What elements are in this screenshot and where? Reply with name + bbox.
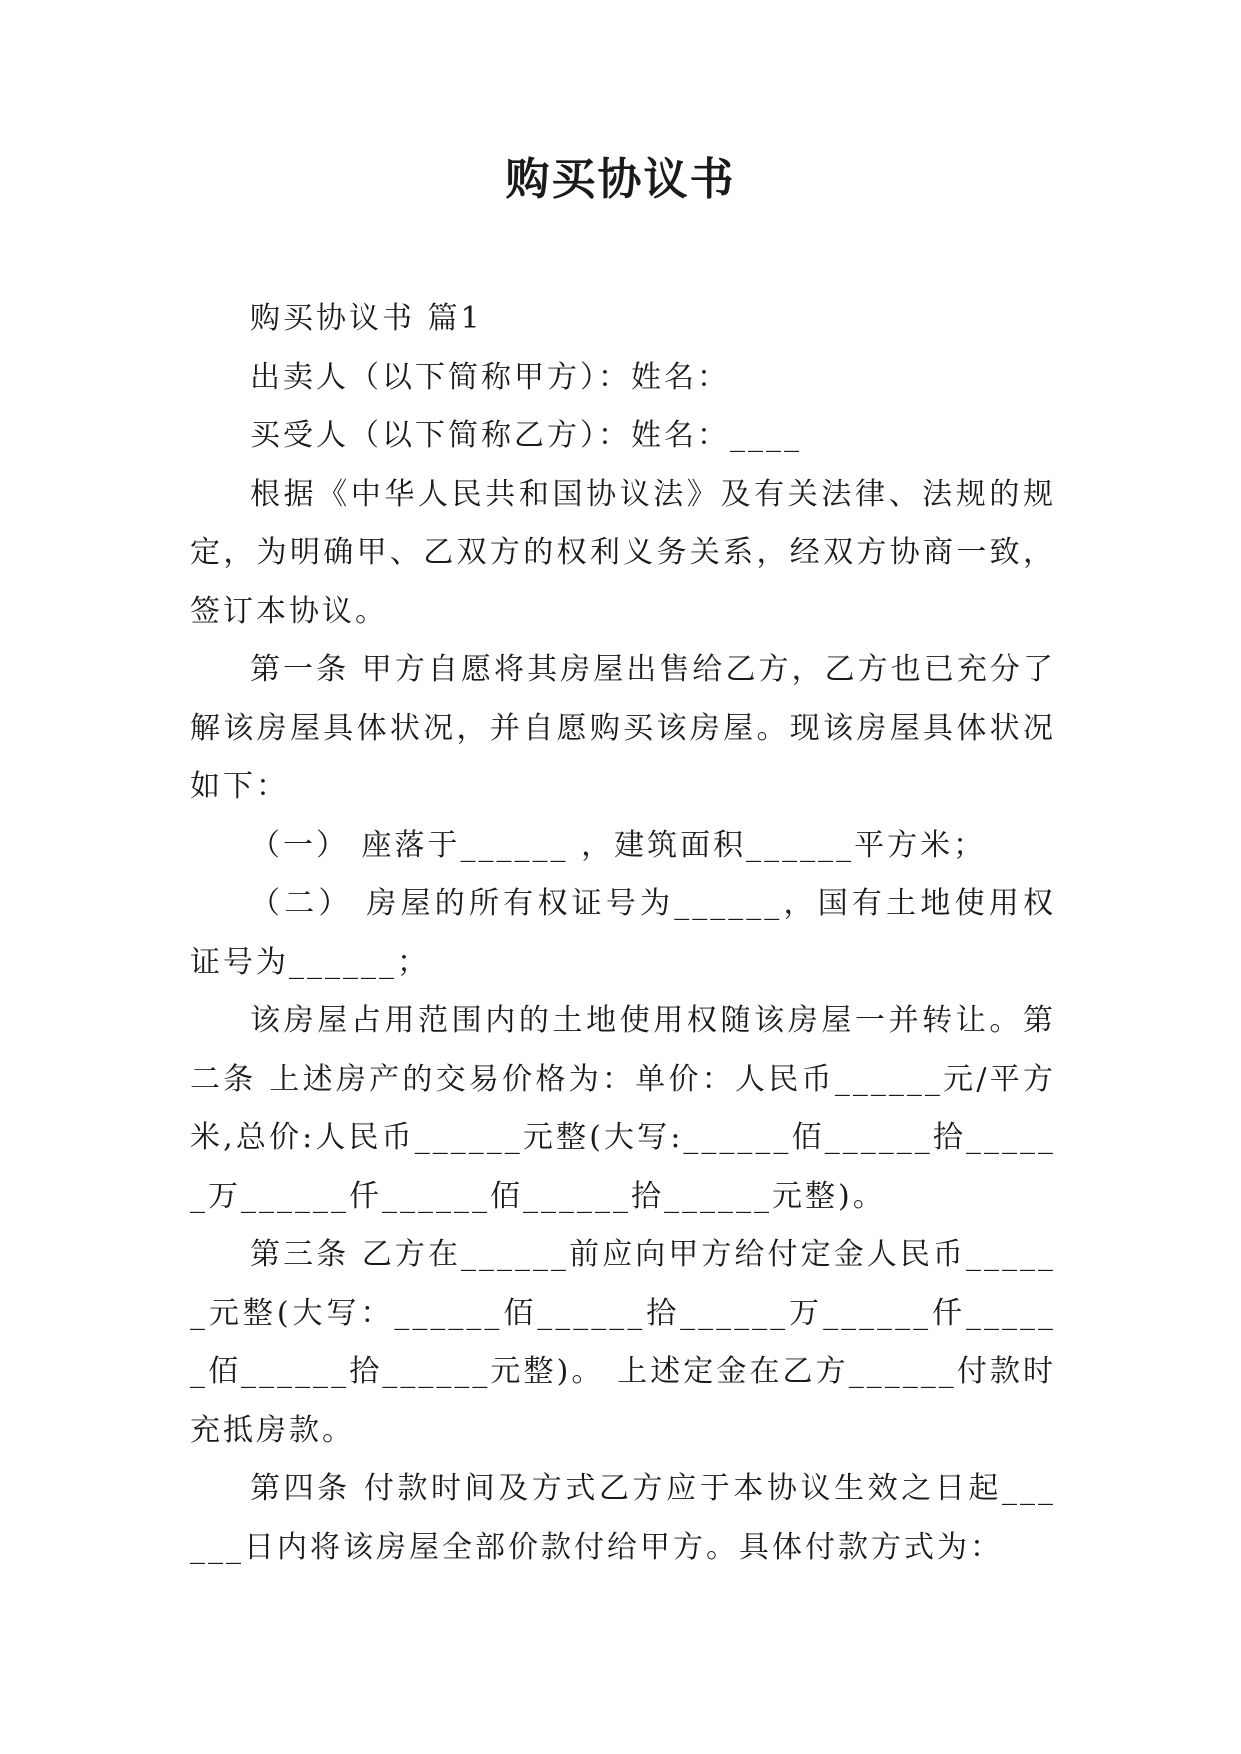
- paragraph-article-3: 第三条 乙方在______前应向甲方给付定金人民币______元整(大写：______佰______拾______万______仟______佰______拾______元整)。 上述定金在乙方______付款时充抵房款。: [190, 1237, 1056, 1448]
- document-title: 购买协议书: [505, 154, 736, 205]
- paragraph-article-1: 第一条 甲方自愿将其房屋出售给乙方，乙方也已充分了解该房屋具体状况，并自愿购买该房屋。现该房屋具体状况如下：: [190, 652, 1056, 804]
- paragraph-article-4: 第四条 付款时间及方式乙方应于本协议生效之日起______日内将该房屋全部价款付给甲方。具体付款方式为：: [190, 1471, 1056, 1565]
- paragraph-preamble: 根据《中华人民共和国协议法》及有关法律、法规的规定，为明确甲、乙双方的权利义务关系，经双方协商一致，签订本协议。: [190, 476, 1056, 629]
- paragraph-buyer: 买受人（以下简称乙方）：姓名：____: [250, 418, 802, 453]
- document-body: [190, 290, 1056, 1577]
- paragraph-seller: 出卖人（以下简称甲方）：姓名：: [250, 359, 730, 395]
- paragraph-heading: 购买协议书 篇1: [250, 301, 483, 336]
- paragraph-item-1: （一） 座落于______ ，建筑面积______平方米；: [250, 827, 987, 863]
- paragraph-article-2: 该房屋占用范围内的土地使用权随该房屋一并转让。第二条 上述房产的交易价格为：单价：人民币______元/平方米,总价:人民币______元整(大写:______佰______拾______万______仟______佰______拾______元整)。: [190, 1003, 1056, 1214]
- paragraph-item-2: （二） 房屋的所有权证号为______，国有土地使用权证号为______；: [190, 886, 1056, 980]
